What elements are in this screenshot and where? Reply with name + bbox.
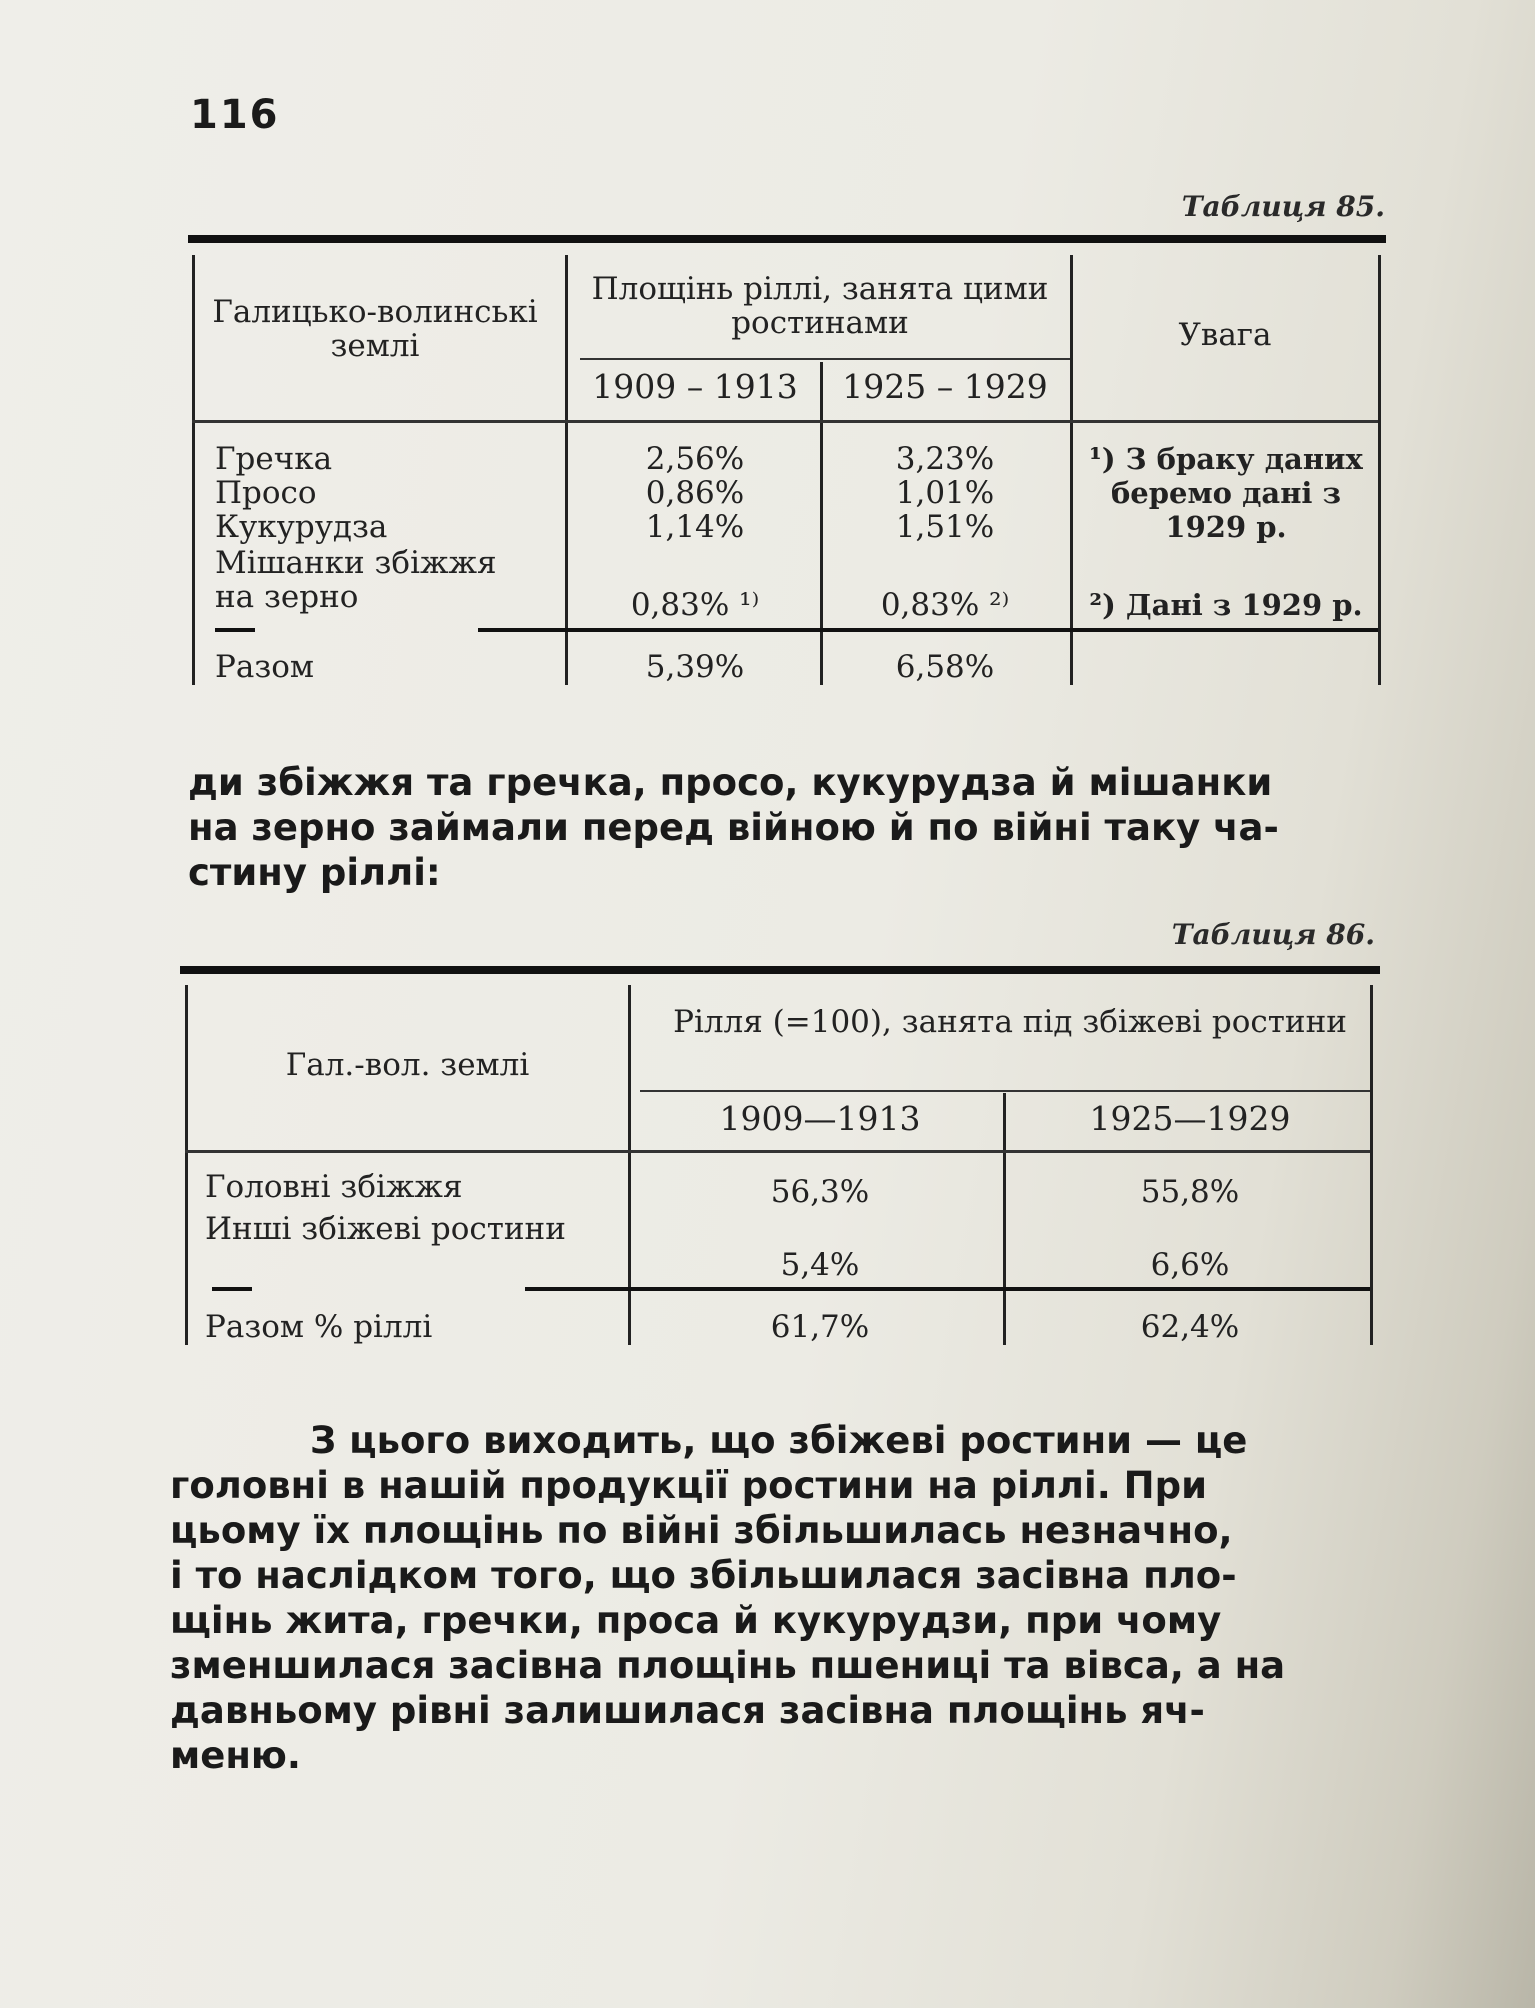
table-85-subheader-rule — [580, 358, 1070, 360]
table-85-top-rule — [188, 235, 1386, 243]
table-86-header-period-1: 1909—1913 — [719, 1099, 921, 1138]
text-line: цьому їх площінь по війні збільшилась незначно, — [170, 1509, 1233, 1552]
table-86-cell: 5,4% — [780, 1247, 860, 1283]
table-85-header-area: Площінь ріллі, занята цими ростинами — [591, 271, 1049, 341]
table-86-cell: 6,6% — [1150, 1247, 1230, 1283]
text-line: ди збіжжя та гречка, просо, кукурудза й мішанки — [188, 761, 1273, 804]
table-85-caption: Таблиця 85. — [1181, 190, 1385, 223]
table-86-border-left — [185, 985, 188, 1345]
table-85-total-rule — [478, 628, 1378, 632]
table-85-cell: 0,86% — [645, 475, 745, 511]
table-86-header-area: Рілля (=100), занята під збіжеві ростини — [673, 1004, 1347, 1040]
table-85-header-region: Галицько-волинські землі — [212, 294, 538, 364]
table-86-divider — [1003, 1093, 1006, 1345]
table-86-total-rule — [525, 1287, 1370, 1291]
table-85-border-right — [1378, 255, 1381, 685]
table-85-cell: 1,51% — [895, 509, 995, 545]
table-85-row-label: Кукурудза — [215, 509, 388, 545]
table-86-border-right — [1370, 985, 1373, 1345]
table-86-header-region: Гал.-вол. землі — [285, 1047, 530, 1083]
table-86-header-period-2: 1925—1929 — [1089, 1099, 1291, 1138]
table-86-subheader-rule — [640, 1090, 1370, 1092]
text-line: меню. — [170, 1734, 301, 1777]
table-86-cell: 55,8% — [1140, 1174, 1240, 1210]
table-85-row-label: Мішанки збіжжя на зерно — [215, 545, 497, 615]
text-line: головні в нашій продукції ростини на ріллі. При — [170, 1464, 1208, 1507]
table-85-cell: 3,23% — [895, 441, 995, 477]
table-86-row-label: Головні збіжжя — [205, 1169, 463, 1205]
text-line: стину ріллі: — [188, 851, 441, 894]
table-86-total-label: Разом % ріллі — [205, 1309, 433, 1345]
text-line: щінь жита, гречки, проса й кукурудзи, при чому — [170, 1599, 1222, 1642]
table-85-cell: 1,14% — [645, 509, 745, 545]
table-86-top-rule — [180, 966, 1380, 974]
text-line: і то наслідком того, що збільшилася засівна пло- — [170, 1554, 1237, 1597]
paragraph-1 — [188, 760, 1384, 895]
table-85-divider — [820, 362, 823, 685]
table-85-header-note: Увага — [1178, 317, 1272, 353]
table-85-note-1: ¹) З браку даних беремо дані з 1929 р. — [1089, 442, 1363, 544]
page-number: 116 — [190, 92, 280, 138]
table-86-total-cell: 62,4% — [1140, 1309, 1240, 1345]
table-85-row-label: Просо — [215, 475, 317, 511]
table-85-cell: 1,01% — [895, 475, 995, 511]
table-85-total-cell: 6,58% — [895, 649, 995, 685]
table-85-header-rule — [192, 420, 1378, 423]
table-86-total-cell: 61,7% — [770, 1309, 870, 1345]
text-line: на зерно займали перед війною й по війні таку ча- — [188, 806, 1279, 849]
text-line: давньому рівні залишилася засівна площінь яч- — [170, 1689, 1205, 1732]
table-86-divider — [628, 985, 631, 1345]
table-85-cell: 0,83% ²⁾ — [880, 587, 1010, 623]
table-86-header-rule — [185, 1150, 1370, 1153]
table-86-cell: 56,3% — [770, 1174, 870, 1210]
table-85-cell: 0,83% ¹⁾ — [630, 587, 760, 623]
table-85-note-2: ²) Дані з 1929 р. — [1089, 588, 1363, 622]
table-85-header-period-2: 1925 – 1929 — [842, 367, 1048, 406]
table-86-row-label: Инші збіжеві ростини — [205, 1211, 566, 1247]
table-86-caption: Таблиця 86. — [1171, 918, 1375, 951]
table-85-divider — [565, 255, 568, 685]
text-line: зменшилася засівна площінь пшениці та вівса, а на — [170, 1644, 1286, 1687]
table-85-total-rule-stub — [215, 628, 255, 632]
table-86-total-rule-stub — [212, 1287, 252, 1291]
table-85-total-label: Разом — [215, 649, 315, 685]
paragraph-2 — [170, 1418, 1375, 1778]
text-line: З цього виходить, що збіжеві ростини — це — [310, 1419, 1248, 1462]
table-85-border-left — [192, 255, 195, 685]
table-85-divider — [1070, 255, 1073, 685]
table-85-total-cell: 5,39% — [645, 649, 745, 685]
table-85-cell: 2,56% — [645, 441, 745, 477]
table-85-header-period-1: 1909 – 1913 — [592, 367, 798, 406]
table-85-row-label: Гречка — [215, 441, 333, 477]
